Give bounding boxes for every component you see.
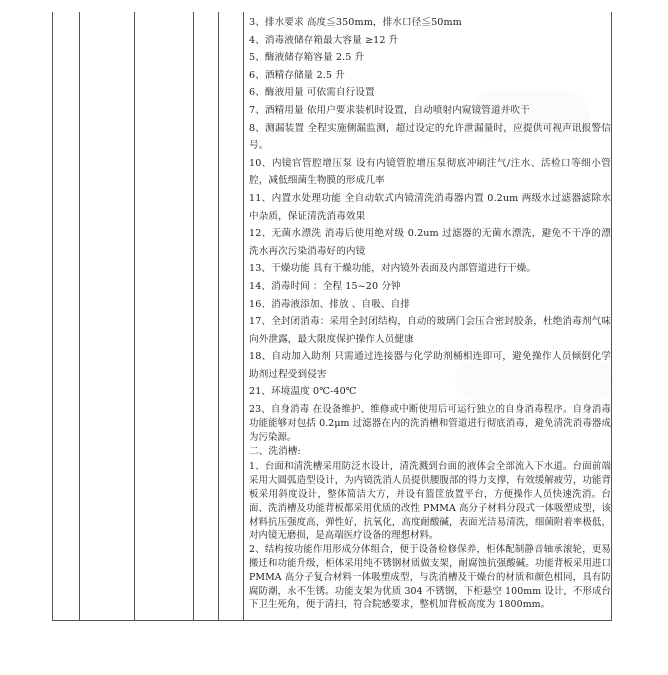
table-column-border xyxy=(218,12,219,621)
self-disinfect-paragraph: 23、自身消毒 在设备维护、维修或中断使用后可运行独立的自身消毒程序。自身消毒功能能够对包括 0.2μm 过滤器在内的洗消槽和管道进行彻底消毒，避免清洗消毒器成为污染源。 xyxy=(249,404,611,443)
table-column-border xyxy=(79,12,80,621)
spec-line: 21、环境温度 0℃-40℃ xyxy=(249,386,357,398)
spec-line: 3、排水要求 高度≦350mm，排水口径≦50mm xyxy=(249,17,462,28)
spec-line: 14、消毒时间 ：全程 15~20 分钟 xyxy=(249,280,401,292)
spec-line: 4、消毒液储存箱最大容量 ≥12 升 xyxy=(249,34,399,46)
spec-line: 11、内置水处理功能 全自动软式内镜清洗消毒器内置 0.2um 两级水过滤器滤除水中杂质，保证清洗消毒效果 xyxy=(249,192,611,222)
spec-line: 16、消毒液添加、排放 、自吸、自排 xyxy=(249,298,410,310)
spec-line: 5、酶液储存箱容量 2.5 升 xyxy=(249,52,365,64)
spec-line: 7、酒精用量 依用户要求装机时设置，自动喷射内窥镜管道并吹干 xyxy=(249,104,530,116)
table-column-border xyxy=(243,12,244,621)
table-column-border xyxy=(611,12,612,621)
spec-line: 6、酒精存储量 2.5 升 xyxy=(249,69,345,81)
spec-line: 13、干燥功能 具有干燥功能，对内镜外表面及内部管道进行干燥。 xyxy=(249,263,536,275)
table-column-border xyxy=(134,12,135,621)
spec-line: 12、无菌水漂洗 消毒后使用绝对级 0.2um 过滤器的无菌水漂洗，避免不干净的漂洗水再次污染消毒好的内镜 xyxy=(249,228,611,257)
spec-line: 8、测漏装置 全程实施侧漏监测，超过设定的允许泄漏量时，应提供可视声讯报警信号。 xyxy=(249,122,611,152)
table-column-border xyxy=(52,12,53,621)
section-heading: 二、洗消槽: xyxy=(249,446,301,458)
table-column-border xyxy=(193,12,194,621)
sink-paragraph-2: 2、结构按功能作用形成分体组合，便于设备检修保养，柜体配制静音轴承滚轮，更易搬迁和功能升级，柜体采用纯不锈钢材质做支架，耐腐蚀抗强酸碱。功能背板采用进口 PMMA 高分子复合材料一体吸塑成型，与洗消槽及干燥台的材质和颜色相同，具有防腐防潮，永不生锈。功能支架为优质 304 不锈钢，下柜悬空 100mm 设计，不形成台下卫生死角，便于清扫，符合院感要求，整机加背板高度为 1800mm。 xyxy=(249,544,611,611)
table-bottom-border xyxy=(52,620,611,621)
spec-line: 10、内镜官管腔增压泵 设有内镜管腔增压泵彻底冲刷注气/注水、活检口等细小管腔，减低细菌生物膜的形成几率 xyxy=(249,157,611,187)
spec-line: 18、自动加入助剂 只需通过连接器与化学助剂桶相连即可，避免操作人员倾倒化学助剂过程受到侵害 xyxy=(249,351,611,380)
spec-line: 6、酶液用量 可依需自行设置 xyxy=(249,87,375,99)
spec-content-cell xyxy=(249,14,611,612)
spec-line: 17、全封闭消毒：采用全封闭结构，自动的玻璃门会压合密封胶条，杜绝消毒剂气味向外泄露，最大限度保护操作人员健康 xyxy=(249,316,611,345)
sink-paragraph-1: 1、台面和清洗槽采用防泛水设计，清洗溅到台面的液体会全部流入下水道。台面前端采用大圆弧造型设计，为内镜洗消人员提供腰腹部的得力支撑，有效缓解疲劳，功能背板采用斜度设计，整体简洁大方，并设有篮筐放置平台，方便操作人员快速洗消。台面、洗消槽及功能背板都采用优质的改性 PMMA 高分子材料分段式一体吸塑成型，该材料抗压强度高，弹性好，抗氧化，高度耐酸碱，表面光洁易清洗，细菌附着率极低，对内镜无磨损，是高端医疗设备的理想材料。 xyxy=(249,461,611,542)
